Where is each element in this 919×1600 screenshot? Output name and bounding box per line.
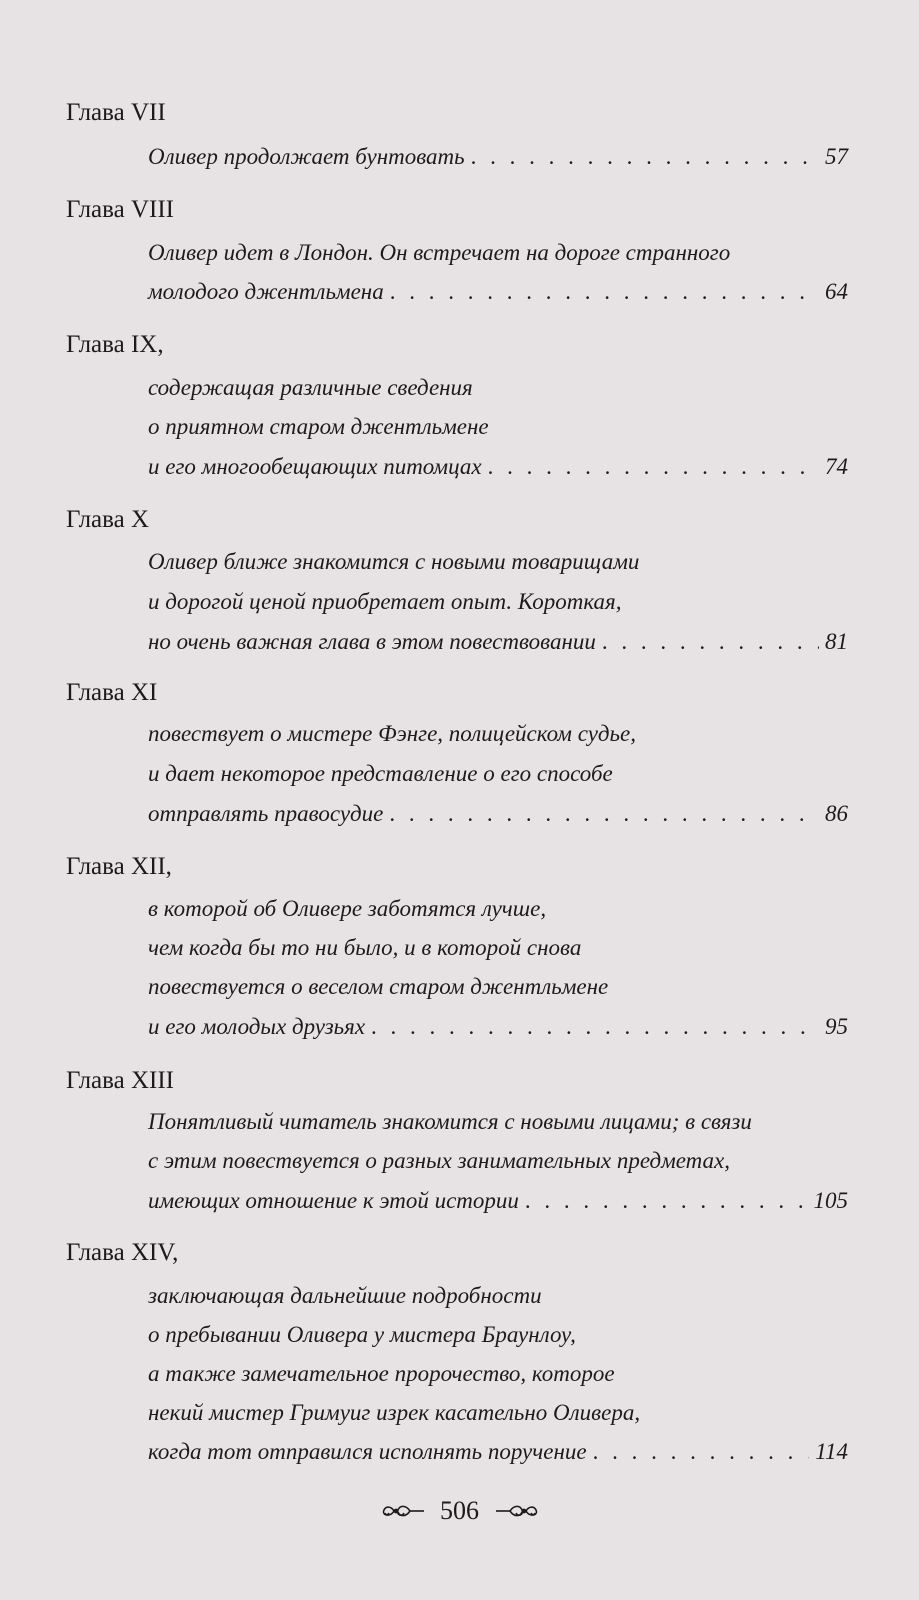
chapter-title-line: о пребывании Оливера у мистера Браунлоу, [148,1322,576,1347]
chapter-heading: Глава IX, [66,331,164,358]
chapter-title-line: и его молодых друзьях [148,1014,366,1039]
dot-leader [593,1437,810,1467]
dot-leader [371,1012,819,1042]
chapter-heading: Глава XIII [66,1067,174,1094]
page-number: 114 [815,1439,848,1464]
dot-leader [525,1186,808,1216]
chapter-title-line: но очень важная глава в этом повествовании [148,629,596,654]
left-flourish-icon [380,1502,426,1520]
chapter-heading: Глава VII [66,99,166,126]
chapter-title-line: а также замечательное пророчество, которое [148,1361,615,1386]
page-number: 74 [825,454,848,479]
chapter-title-line: и дает некоторое представление о его способе [148,761,613,786]
dot-leader [602,627,819,657]
toc-entry-line-with-page [148,627,848,657]
dot-leader [390,277,819,307]
chapter-title-line: молодого джентльмена [148,279,384,304]
page-number: 64 [825,279,848,304]
chapter-title-line: повествует о мистере Фэнге, полицейском судье, [148,721,636,746]
chapter-title-line: Оливер ближе знакомится с новыми товарищами [148,549,640,574]
dot-leader [471,142,819,172]
chapter-heading: Глава X [66,506,150,533]
chapter-title-line: о приятном старом джентльмене [148,414,489,439]
chapter-title-line: Оливер идет в Лондон. Он встречает на дороге странного [148,240,731,265]
chapter-title-line: Понятливый читатель знакомится с новыми лицами; в связи [148,1109,752,1134]
chapter-title-line: заключающая дальнейшие подробности [148,1283,542,1308]
chapter-title-line: когда тот отправился исполнять поручение [148,1439,587,1464]
chapter-title-line: с этим повествуется о разных занимательных предметах, [148,1148,731,1173]
chapter-heading: Глава VIII [66,196,174,223]
chapter-title-line: повествуется о веселом старом джентльмене [148,974,609,999]
toc-entry-line-with-page [148,1186,848,1216]
chapter-heading: Глава XII, [66,853,172,880]
toc-entry-line-with-page [148,277,848,307]
chapter-title-line: и его многообещающих питомцах [148,454,482,479]
chapter-title-line: отправлять правосудие [148,801,384,826]
dot-leader [488,452,819,482]
chapter-heading: Глава XIV, [66,1239,179,1266]
toc-entry-line-with-page [148,799,848,829]
toc-entry-line-with-page [148,1012,848,1042]
page-number: 86 [825,801,848,826]
page-number: 81 [825,629,848,654]
page-number: 95 [825,1014,848,1039]
page-footer [0,1494,919,1526]
toc-entry-line-with-page [148,142,848,172]
chapter-title-line: содержащая различные сведения [148,375,473,400]
page-number-footer: 506 [440,1496,479,1526]
chapter-title-line: и дорогой ценой приобретает опыт. Короткая, [148,589,622,614]
right-flourish-icon [494,1502,540,1520]
chapter-title-line: в которой об Оливере заботятся лучше, [148,896,547,921]
page-number: 57 [825,144,848,169]
chapter-title-line: чем когда бы то ни было, и в которой снова [148,935,582,960]
toc-entry-line-with-page [148,1437,848,1467]
chapter-title-line: Оливер продолжает бунтовать [148,144,465,169]
chapter-title-line: имеющих отношение к этой истории [148,1188,519,1213]
chapter-heading: Глава XI [66,679,158,706]
page-number: 105 [813,1188,848,1213]
chapter-title-line: некий мистер Гримуиг изрек касательно Оливера, [148,1400,641,1425]
toc-entry-line-with-page [148,452,848,482]
dot-leader [389,799,819,829]
